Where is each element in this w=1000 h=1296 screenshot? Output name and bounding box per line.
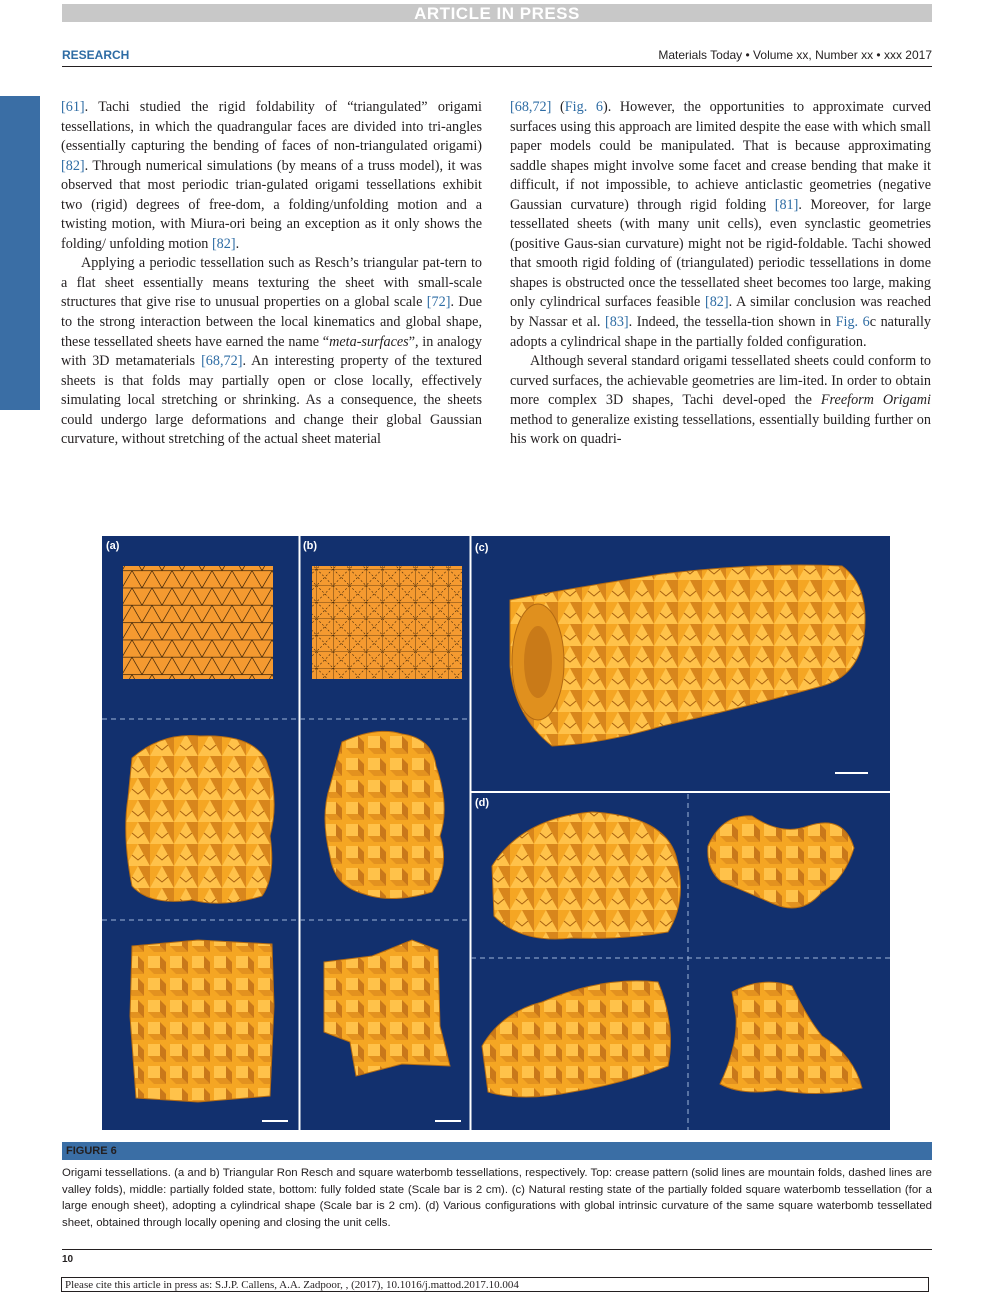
citation-box: Please cite this article in press as: S.J.P. Callens, A.A. Zadpoor, , (2017), 10.1016/j.mattod.2017.10.004	[61, 1277, 929, 1292]
emphasis: Freeform Origami	[820, 392, 931, 409]
partially-folded-square	[325, 731, 444, 898]
panel-label-b: (b)	[303, 540, 318, 552]
right-text-column	[510, 98, 931, 450]
section-label: RESEARCH	[62, 48, 130, 62]
side-tab-label: RESEARCH: Review	[2, 410, 14, 517]
figure-link[interactable]: Fig. 6	[564, 99, 603, 115]
left-text-column	[61, 98, 482, 450]
reference-link[interactable]: [81]	[774, 196, 799, 213]
emphasis: meta-surfaces	[329, 333, 409, 350]
fully-folded-triangular	[130, 940, 274, 1102]
figure-title: FIGURE 6	[66, 1145, 117, 1157]
journal-header: Materials Today • Volume xx, Number xx • xxx 2017	[658, 48, 932, 62]
page-number: 10	[62, 1254, 74, 1265]
reference-link[interactable]: [68,72]	[510, 99, 552, 115]
header-rule	[62, 66, 932, 67]
saddle-configuration	[482, 981, 670, 1097]
bent-configuration	[708, 816, 854, 908]
footer-rule	[62, 1249, 932, 1250]
reference-link[interactable]: [82]	[61, 157, 85, 174]
side-tab	[0, 96, 40, 410]
article-in-press-banner: ARTICLE IN PRESS	[62, 4, 932, 22]
journal-year: xxx 2017	[883, 48, 932, 62]
figure-caption-bar	[62, 1142, 932, 1160]
paragraph: [68,72] (Fig. 6). However, the opportunities to approximate curved surfaces using this approach are limited despite the ease with which small paper models could be manipulated. That is because approximating saddle shapes might involve some facet and crease bending that make it difficult, if not impossible, to achieve anticlastic geometries (negative Gaussian curvature) through rigid folding [81]. Moreover, for large tessellated sheets (with many unit cells), even synclastic geometries (positive Gaus-sian curvature) might not be rigid-foldable. Tachi showed that smooth rigid folding of (triangulated) periodic tessellations in dome shapes is obstructed once the tessellated sheet becomes too large, making only cylindrical surfaces feasible [82]. A similar conclusion was reached by Nassar et al. [83]. Indeed, the tessella-tion shown in Fig. 6c naturally adopts a cylindrical shape in the partially folded configuration.	[510, 99, 932, 350]
paragraph: Although several standard origami tessellated sheets could conform to curved surfaces, the achievable geometries are lim-ited. In order to obtain more complex 3D shapes, Tachi devel-oped the Freeform Origami method to generalize existing tessellations, essentially building further on his work on quadri-	[510, 353, 931, 448]
reference-link[interactable]: [68,72]	[201, 353, 243, 370]
crease-pattern-triangular	[123, 566, 273, 679]
panel-label-a: (a)	[106, 540, 120, 552]
reference-link[interactable]: [61]	[61, 99, 85, 115]
reference-link[interactable]: [82]	[211, 235, 236, 252]
paragraph: [61]. Tachi studied the rigid foldability of “triangulated” origami tessellations, in which the quadrangular faces are divided into tri-angles (essentially capturing the bending of faces of non-triangulated origami) [82]. Through numerical simulations (by means of a truss model), it was observed that most periodic trian-gulated origami tessellations exhibit two (rigid) degrees of free-dom, a folding/unfolding motion and a twisting motion, with Miura-ori being an exception as it only shows the folding/ unfolding motion [82].	[61, 99, 482, 252]
figure-6	[102, 536, 890, 1130]
paragraph: Applying a periodic tessellation such as Resch’s triangular pat-tern to a flat sheet essentially means texturing the sheet with small-scale structures that give rise to unusual properties on a global scale [72]. Due to the strong interaction between the local kinematics and global shape, these tessellated sheets have earned the name “meta-surfaces”, in analogy with 3D metamaterials [68,72]. An interesting property of the textured sheets is that folds may partially open or close locally, effectively simulating local stretching or shrinking. As a consequence, the sheets could undergo large deformations and change their global Gaussian curvature, without stretching of the actual sheet material	[61, 255, 483, 448]
reference-link[interactable]: [82]	[704, 294, 729, 311]
figure-6-graphic	[102, 536, 890, 1130]
reference-link[interactable]: [83]	[605, 314, 629, 331]
panel-label-c: (c)	[475, 542, 489, 554]
panel-label-d: (d)	[475, 797, 490, 809]
dome-configuration	[492, 812, 681, 939]
cylindrical-tessellation	[510, 565, 865, 746]
journal-volume: Volume xx, Number xx	[753, 48, 874, 62]
partially-folded-triangular	[126, 735, 274, 903]
crease-pattern-square	[312, 566, 462, 679]
twisted-configuration	[720, 982, 862, 1093]
figure-caption: Origami tessellations. (a and b) Triangular Ron Resch and square waterbomb tessellations, respectively. Top: crease pattern (solid lines are mountain folds, dashed lines are valley folds), middle: partially folded state, bottom: fully folded state (Scale bar is 2 cm). (c) Natural resting state of the partially folded square waterbomb tessellation (for a large enough sheet), adopting a cylindrical shape (Scale bar is 2 cm). (d) Various configurations with global intrinsic curvature of the same square waterbomb tessellated sheet, obtained through locally opening and closing the unit cells.	[62, 1167, 932, 1229]
figure-link[interactable]: Fig. 6	[835, 314, 870, 331]
reference-link[interactable]: [72]	[426, 294, 451, 311]
fully-folded-square	[324, 940, 450, 1076]
journal-name: Materials Today	[658, 48, 743, 62]
